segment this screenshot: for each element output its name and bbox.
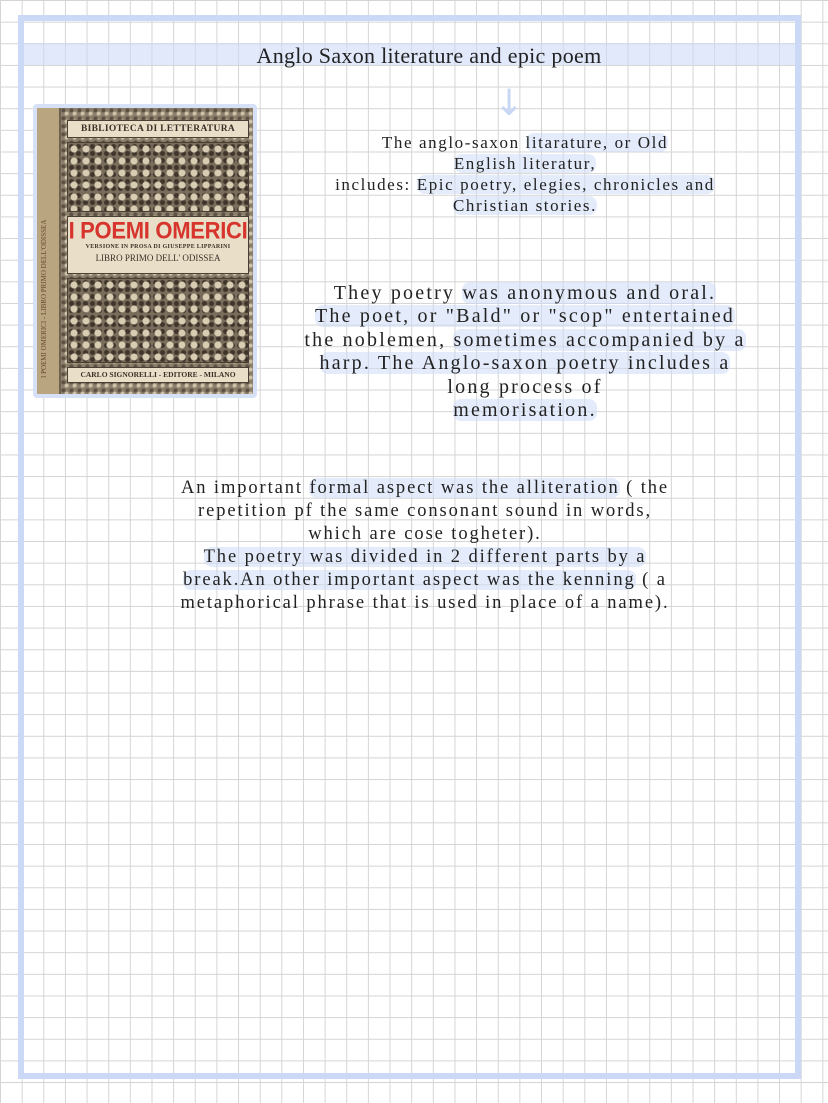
highlighted-text: English literatur, (453, 154, 597, 173)
text-line (290, 153, 760, 174)
highlighted-text: formal aspect was the alliteration (309, 478, 620, 498)
text: ( a (635, 570, 667, 590)
book-volume: LIBRO PRIMO DELL' ODISSEA (95, 253, 221, 263)
highlighted-text: was anonymous and oral. (462, 282, 717, 304)
text-line (290, 174, 760, 195)
text-line (130, 523, 720, 546)
highlighted-text: break.An other important aspect was the kenning (183, 570, 636, 590)
text: repetition pf the same consonant sound in words, (198, 501, 652, 521)
text-line (130, 500, 720, 523)
text-line (280, 376, 770, 399)
highlighted-text: The poet, or "Bald" or "scop" entertained (315, 305, 735, 328)
text: ( the (619, 478, 670, 498)
paragraph-intro (290, 132, 760, 216)
text-line (130, 477, 720, 500)
ornament-bottom (67, 278, 249, 363)
page-title: Anglo Saxon literature and epic poem (256, 43, 602, 68)
text-line (280, 282, 770, 305)
highlighted-text: sometimes accompanied by a (453, 328, 746, 351)
text-line (130, 546, 720, 569)
book-publisher: CARLO SIGNORELLI - EDITORE - MILANO (67, 367, 249, 383)
highlighted-text: memorisation. (453, 399, 597, 422)
highlighted-text: litarature, or Old (525, 133, 669, 152)
text-line (280, 305, 770, 328)
highlighted-text: harp. The Anglo-saxon poetry includes a (319, 352, 731, 375)
highlighted-text: Christian stories. (452, 196, 597, 215)
text: An important (180, 478, 310, 498)
text-line (130, 569, 720, 592)
text: includes: (335, 175, 417, 194)
text-line (130, 592, 720, 615)
arrow-down-icon: ↓ (494, 83, 525, 124)
book-cover (37, 108, 253, 394)
book-spine (37, 108, 61, 394)
text-line (280, 399, 770, 422)
text: They poetry (333, 282, 463, 304)
text-line (290, 195, 760, 216)
paragraph-alliteration (130, 477, 720, 615)
text: The anglo-saxon (381, 133, 526, 152)
text-line (290, 132, 760, 153)
text: metaphorical phrase that is used in place of a name). (180, 593, 670, 613)
book-series: BIBLIOTECA DI LETTERATURA (67, 120, 249, 138)
book-subtitle: VERSIONE IN PROSA DI GIUSEPPE LIPPARINI (85, 244, 231, 250)
paragraph-poetry (280, 282, 770, 422)
highlighted-text: The poetry was divided in 2 different parts by a (203, 547, 647, 567)
spine-text: I POEMI OMERICI - LIBRO PRIMO DELL'ODISSEA (40, 219, 48, 378)
ornament-top (67, 142, 249, 212)
book-title-panel (67, 216, 249, 274)
text: which are cose togheter). (308, 524, 542, 544)
text: long process of (447, 375, 603, 398)
text: the noblemen, (304, 328, 454, 351)
text-line (280, 352, 770, 375)
book-title: I POEMI OMERICI (68, 216, 248, 245)
highlighted-text: Epic poetry, elegies, chronicles and (416, 175, 715, 194)
text-line (280, 329, 770, 352)
book-cover-image (33, 104, 257, 398)
